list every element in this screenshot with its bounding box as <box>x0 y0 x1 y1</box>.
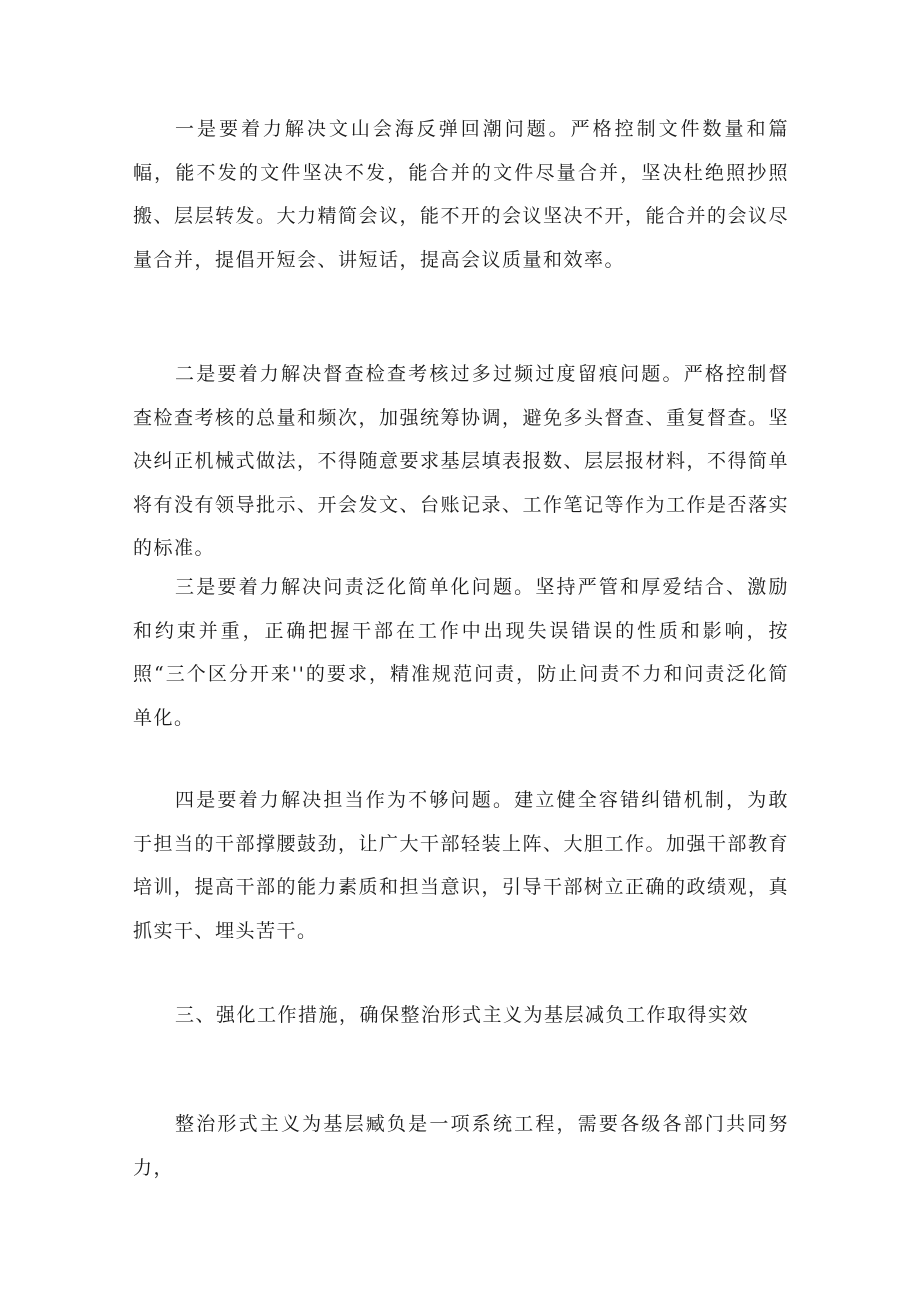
paragraph-3: 三是要着力解决问责泛化简单化问题。坚持严管和厚爱结合、激励和约束并重，正确把握干部在工作中出现失误错误的性质和影响，按照“三个区分开来''的要求，精准规范问责，防止问责不力和问责泛化简单化。 <box>133 576 789 729</box>
paragraph-4: 四是要着力解决担当作为不够问题。建立健全容错纠错机制，为敢于担当的干部撑腰鼓劲，让广大干部轻装上阵、大胆工作。加强干部教育培训，提高干部的能力素质和担当意识，引导干部树立正确的政绩观，真抓实干、埋头苦干。 <box>133 789 790 942</box>
section-heading: 三、强化工作措施，确保整治形式主义为基层减负工作取得实效 <box>175 1004 750 1026</box>
paragraph-2: 二是要着力解决督查检查考核过多过频过度留痕问题。严格控制督查检查考核的总量和频次，加强统筹协调，避免多头督查、重复督查。坚决纠正机械式做法，不得随意要求基层填表报数、层层报材料，不得简单将有没有领导批示、开会发文、台账记录、工作笔记等作为工作是否落实的标准。 <box>133 363 790 559</box>
paragraph-5: 整治形式主义为基层臧负是一项系统工程，需要各级各部门共同努力， <box>133 1113 789 1179</box>
paragraph-1: 一是要着力解决文山会海反弹回潮问题。严格控制文件数量和篇幅，能不发的文件坚决不发，能合并的文件尽量合并，坚决杜绝照抄照搬、层层转发。大力精简会议，能不开的会议坚决不开，能合并的会议尽量合并，提倡开短会、讲短话，提高会议质量和效率。 <box>133 118 790 271</box>
